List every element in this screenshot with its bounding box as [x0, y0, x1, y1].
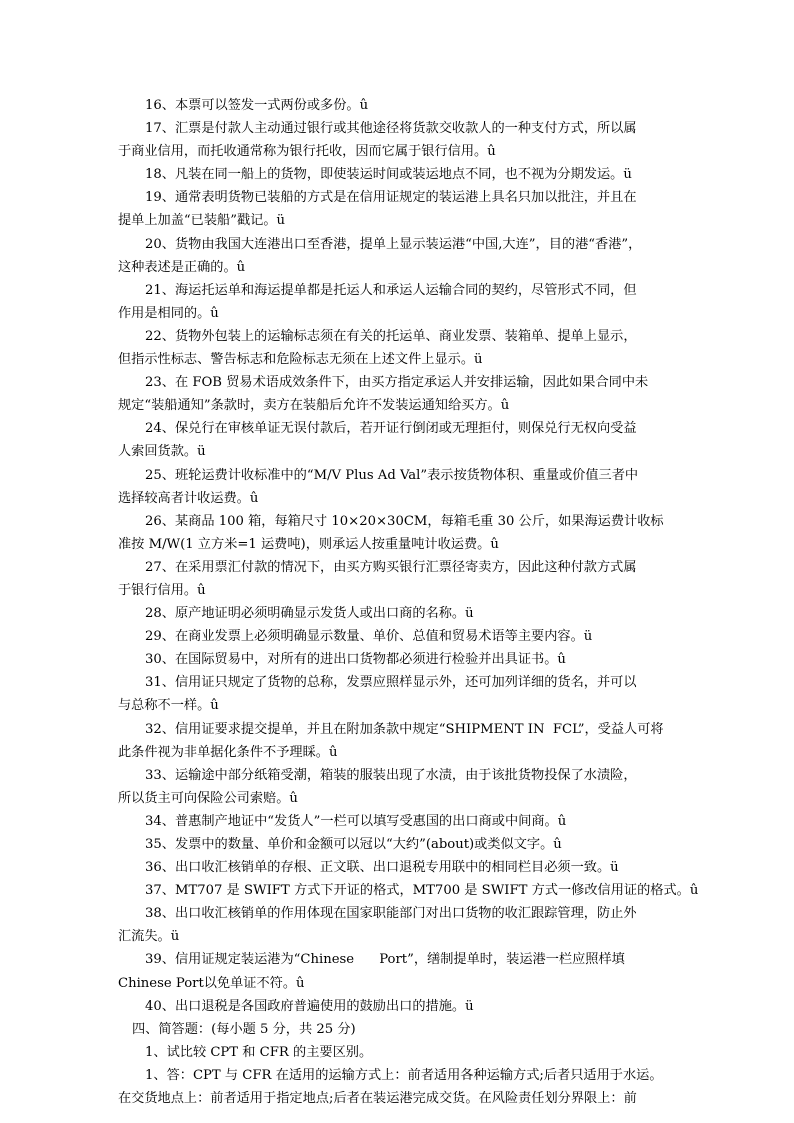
text-line: 选择较高者计收运费。û	[118, 490, 259, 506]
text-line: 23、在 FOB 贸易术语成效条件下，由买方指定承运人并安排运输，因此如果合同中未	[145, 375, 649, 391]
text-line: Chinese Port以免单证不符。û	[118, 975, 305, 991]
text-line: 27、在采用票汇付款的情况下，由买方购买银行汇票径寄卖方，因此这种付款方式属	[145, 559, 637, 575]
text-line: 37、MT707 是 SWIFT 方式下开证的格式，MT700 是 SWIFT 方式一修改信用证的格式。û	[145, 883, 699, 899]
text-line: 22、货物外包装上的运输标志须在有关的托运单、商业发票、装箱单、提单上显示，	[145, 328, 637, 344]
text-line: 32、信用证要求提交提单，并且在附加条款中规定“SHIPMENT IN FCL”，受益人可将	[145, 721, 664, 737]
text-line: 35、发票中的数量、单价和金额可以冠以“大约”(about)或类似文字。û	[145, 837, 562, 852]
text-line: 作用是相同的。û	[118, 305, 219, 321]
text-line: 40、出口退税是各国政府普遍使用的鼓励出口的措施。ü	[145, 998, 474, 1014]
text-line: 但指示性标志、警告标志和危险标志无须在上述文件上显示。ü	[118, 352, 483, 368]
text-line: 25、班轮运费计收标准中的“M/V Plus Ad Val”表示按货物体积、重量或价值三者中	[145, 467, 639, 483]
text-line: 38、出口收汇核销单的作用体现在国家职能部门对出口货物的收汇跟踪管理，防止外	[145, 906, 637, 922]
text-line: 于银行信用。û	[118, 582, 206, 598]
text-line: 于商业信用，而托收通常称为银行托收，因而它属于银行信用。û	[118, 144, 496, 160]
text-line: 36、出口收汇核销单的存根、正文联、出口退税专用联中的相同栏目必须一致。ü	[145, 860, 619, 876]
text-line: 人索回货款。ü	[118, 444, 206, 460]
text-line: 21、海运托运单和海运提单都是托运人和承运人运输合同的契约，尽管形式不同，但	[145, 282, 637, 298]
text-line: 提单上加盖“已装船”戳记。ü	[118, 213, 286, 229]
text-line: 39、信用证规定装运港为“Chinese Port”，缮制提单时，装运港一栏应照样填	[145, 952, 625, 968]
text-line: 准按 M/W(1 立方米=1 运费吨)，则承运人按重量吨计收运费。û	[118, 536, 499, 552]
text-line: 此条件视为非单据化条件不予理睬。û	[118, 744, 338, 760]
text-line: 与总称不一样。û	[118, 698, 219, 714]
text-line: 28、原产地证明必须明确显示发货人或出口商的名称。ü	[145, 606, 474, 622]
text-line: 31、信用证只规定了货物的总称，发票应照样显示外，还可加列详细的货名，并可以	[145, 675, 637, 691]
text-line: 30、在国际贸易中，对所有的进出口货物都必须进行检验并出具证书。û	[145, 652, 566, 668]
text-line: 1、答：CPT 与 CFR 在适用的运输方式上：前者适用各种运输方式;后者只适用于水运。	[145, 1067, 663, 1083]
text-line: 18、凡装在同一船上的货物，即使装运时间或装运地点不同，也不视为分期发运。ü	[145, 167, 632, 183]
text-line: 17、汇票是付款人主动通过银行或其他途径将货款交收款人的一种支付方式，所以属	[145, 121, 637, 137]
text-line: 所以货主可向保险公司索赔。û	[118, 790, 298, 806]
text-line: 19、通常表明货物已装船的方式是在信用证规定的装运港上具名只加以批注，并且在	[145, 190, 637, 206]
text-line: 20、货物由我国大连港出口至香港，提单上显示装运港“中国,大连”，目的港“香港”，	[145, 236, 642, 252]
text-line: 26、某商品 100 箱，每箱尺寸 10×20×30CM，每箱毛重 30 公斤，如果海运费计收标	[145, 513, 664, 529]
text-line: 29、在商业发票上必须明确显示数量、单价、总值和贸易术语等主要内容。ü	[145, 629, 593, 645]
text-line: 34、普惠制产地证中“发货人”一栏可以填写受惠国的出口商或中间商。û	[145, 813, 567, 829]
text-line: 这种表述是正确的。û	[118, 259, 246, 275]
document-body	[118, 94, 699, 1110]
text-line: 16、本票可以签发一式两份或多份。û	[145, 98, 369, 113]
text-line: 规定“装船通知”条款时，卖方在装船后允许不发装运通知给买方。û	[118, 398, 510, 414]
text-line: 四、简答题：(每小题 5 分，共 25 分)	[132, 1021, 356, 1037]
text-line: 汇流失。ü	[118, 929, 180, 945]
text-line: 在交货地点上：前者适用于指定地点;后者在装运港完成交货。在风险责任划分界限上：前	[118, 1091, 637, 1107]
text-line: 1、试比较 CPT 和 CFR 的主要区别。	[145, 1044, 373, 1060]
text-line: 24、保兑行在审核单证无误付款后，若开证行倒闭或无理拒付，则保兑行无权向受益	[145, 421, 637, 437]
text-line: 33、运输途中部分纸箱受潮，箱装的服装出现了水渍，由于该批货物投保了水渍险，	[145, 767, 637, 783]
